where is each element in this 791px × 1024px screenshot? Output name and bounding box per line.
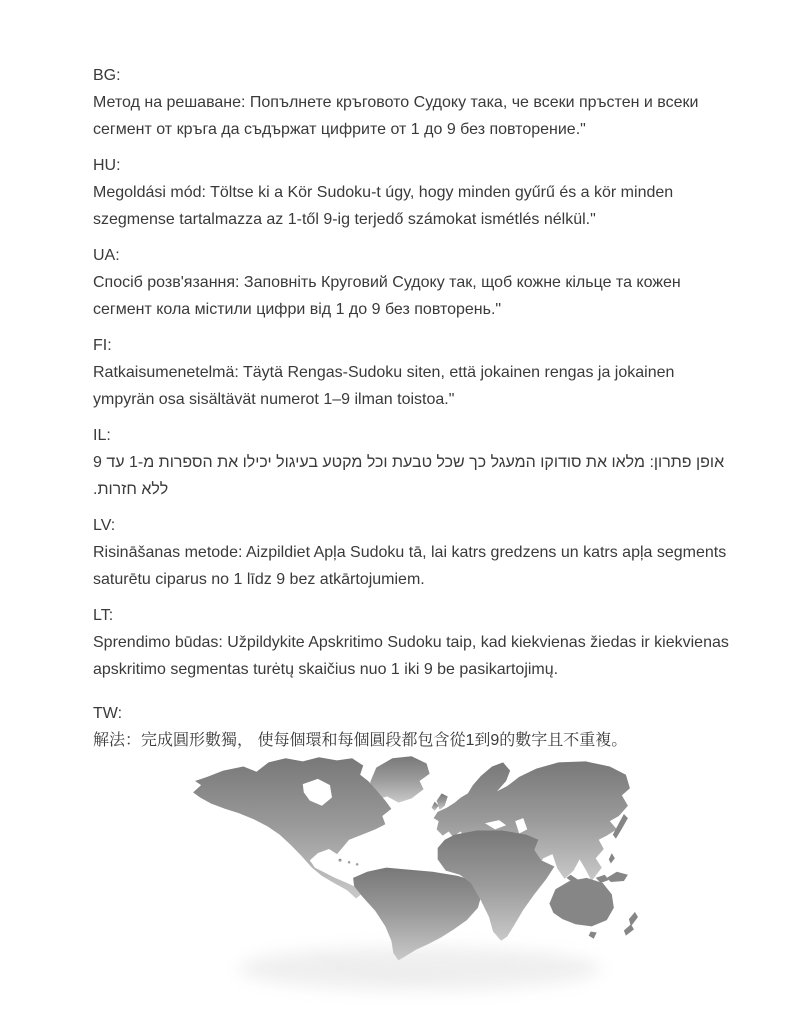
world-map-svg	[183, 748, 641, 1016]
section-fi	[93, 332, 733, 413]
language-code-label: FI:	[93, 337, 112, 354]
translation-text: Спосіб розв'язання: Заповніть Круговий Судоку так, щоб кожне кільце та кожен сегмент кола містили цифри від 1 до 9 без повторень."	[93, 274, 681, 318]
section-tw	[93, 700, 733, 754]
section-il	[93, 422, 733, 503]
translation-text-chinese: 解法：完成圓形數獨， 使每個環和每個圓段都包含從1到9的數字且不重複。	[93, 732, 628, 749]
world-map-figure	[183, 748, 641, 1016]
new-zealand-north-shape	[629, 912, 638, 926]
language-code-label: UA:	[93, 247, 120, 264]
philippines-shape	[609, 853, 615, 863]
translation-text: Метод на решаване: Попълнете кръговото Судоку така, че всеки пръстен и всеки сегмент от кръга да съдържат цифрите от 1 до 9 без повторение."	[93, 94, 699, 138]
translation-text: Sprendimo būdas: Užpildykite Apskritimo Sudoku taip, kad kiekvienas žiedas ir kiekvienas apskritimo segmentas turėtų skaičius nuo 1 iki 9 be pasikartojimų.	[93, 634, 729, 678]
translation-text: Megoldási mód: Töltse ki a Kör Sudoku-t úgy, hogy minden gyűrű és a kör minden szegmense tartalmazza az 1-től 9-ig terjedő számokat ismétlés nélkül."	[93, 184, 674, 228]
translation-text-hebrew: אופן פתרון: מלאו את סודוקו המעגל כך שכל טבעת וכל מקטע בעיגול יכילו את הספרות מ-1 עד 9 ללא חזרות.	[93, 454, 725, 498]
language-code-label: BG:	[93, 67, 121, 84]
language-code-label: LT:	[93, 607, 114, 624]
caribbean-island	[348, 861, 351, 864]
caribbean-island	[356, 863, 359, 866]
uk-shape	[437, 793, 448, 809]
translation-text: Ratkaisumenetelmä: Täytä Rengas-Sudoku siten, että jokainen rengas ja jokainen ympyrän osa sisältävät numerot 1–9 ilman toistoa."	[93, 364, 675, 408]
new-guinea-shape	[607, 872, 628, 882]
australia-shape	[549, 878, 613, 926]
language-code-label: LV:	[93, 517, 116, 534]
translations-column	[93, 62, 733, 763]
language-code-label: TW:	[93, 705, 123, 722]
section-lt	[93, 602, 733, 683]
section-hu	[93, 152, 733, 233]
caribbean-island	[339, 859, 342, 862]
section-ua	[93, 242, 733, 323]
new-zealand-south-shape	[624, 924, 634, 935]
south-america-shape	[353, 868, 482, 961]
translation-text: Risināšanas metode: Aizpildiet Apļa Sudoku tā, lai katrs gredzens un katrs apļa segments saturētu ciparus no 1 līdz 9 bez atkārtojumiem.	[93, 544, 727, 588]
language-code-label: HU:	[93, 157, 121, 174]
tasmania-shape	[589, 931, 597, 938]
section-lv	[93, 512, 733, 593]
language-code-label: IL:	[93, 427, 111, 444]
map-shadow	[238, 947, 600, 990]
section-bg	[93, 62, 733, 143]
